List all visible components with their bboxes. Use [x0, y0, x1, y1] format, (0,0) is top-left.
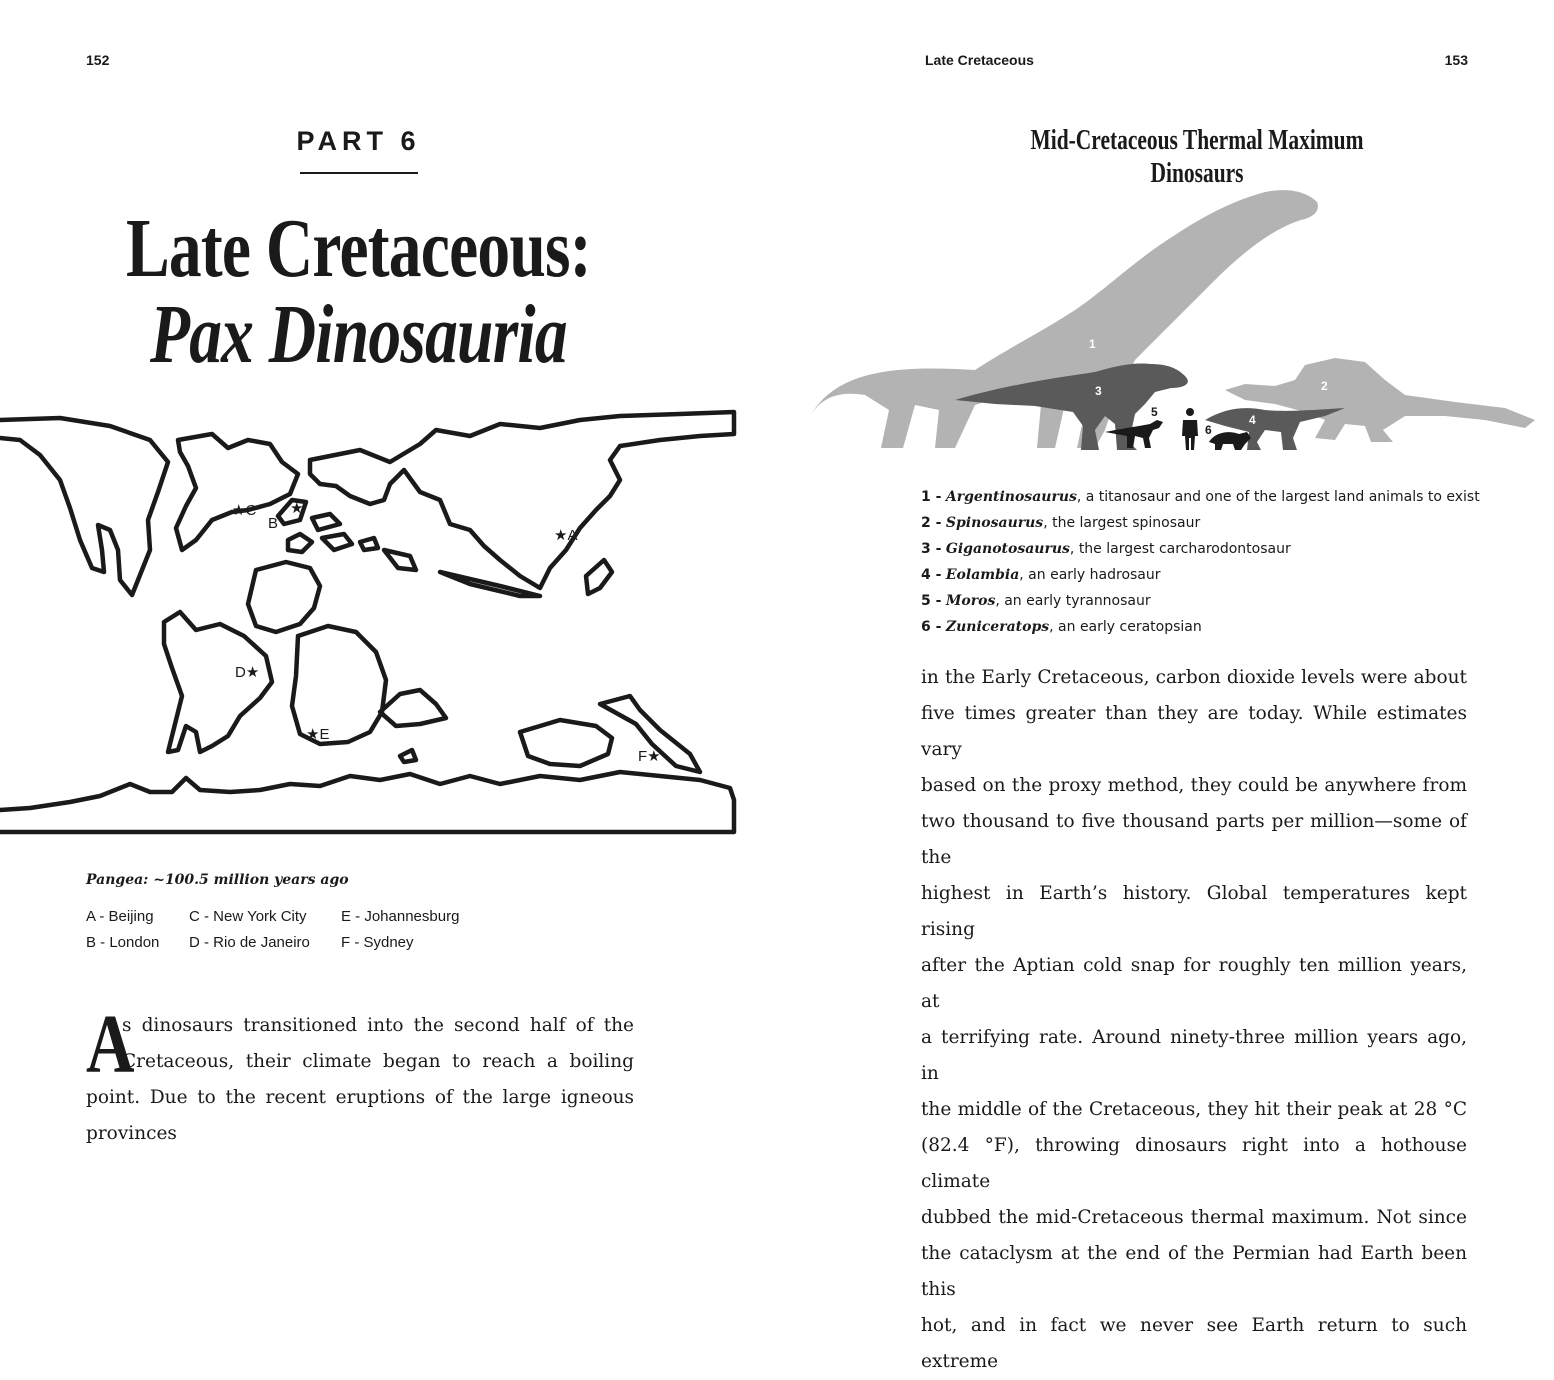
landmass-india — [380, 690, 446, 726]
landmass-antarctica — [0, 772, 734, 832]
figure-title: Mid-Cretaceous Thermal Maximum Dinosaurs — [1030, 124, 1364, 189]
body-line: highest in Earth’s history. Global temperatures kept rising — [921, 883, 1467, 940]
map-caption: Pangea: ~100.5 million years ago — [86, 872, 349, 888]
body-text-left — [86, 998, 634, 1152]
figure-number-6: 6 — [1205, 423, 1212, 437]
map-marker-d: D★ — [235, 664, 260, 681]
species-row: 6 - Zuniceratops, an early ceratopsian — [921, 619, 1202, 635]
species-row: 5 - Moros, an early tyrannosaur — [921, 593, 1151, 609]
drop-cap: A — [86, 998, 135, 1091]
landmass-australia — [520, 720, 612, 766]
species-row: 1 - Argentinosaurus, a titanosaur and one of the largest land animals to exist — [921, 489, 1480, 505]
body-line: a terrifying rate. Around ninety-three million years ago, in — [921, 1027, 1467, 1084]
landmass-europe-isle3 — [322, 534, 352, 550]
legend-item: F - Sydney — [341, 934, 414, 951]
legend-item: B - London — [86, 934, 160, 951]
legend-item: A - Beijing — [86, 908, 154, 925]
page-number-left: 152 — [86, 52, 110, 68]
chapter-title-line2: Pax Dinosauria — [149, 288, 567, 381]
moros-silhouette — [1105, 420, 1163, 448]
map-marker-b-star: ★ — [290, 500, 304, 517]
landmass-europe-isle1 — [312, 514, 340, 530]
chapter-title — [79, 202, 638, 381]
legend-item: C - New York City — [189, 908, 307, 925]
body-line: dubbed the mid-Cretaceous thermal maximum. Not since — [921, 1207, 1467, 1228]
landmass-europe-isle2 — [288, 534, 312, 552]
species-row: 3 - Giganotosaurus, the largest carcharodontosaur — [921, 541, 1291, 557]
legend-item: E - Johannesburg — [341, 908, 460, 925]
part-label: PART 6 — [296, 126, 421, 156]
right-page — [777, 0, 1554, 1372]
map-marker-e: ★E — [306, 726, 330, 743]
figure-number-3: 3 — [1095, 384, 1102, 398]
body-line: in the Early Cretaceous, carbon dioxide levels were about — [921, 667, 1467, 688]
part-divider — [300, 172, 418, 174]
running-head: Late Cretaceous — [925, 52, 1034, 68]
paleo-world-map — [0, 400, 740, 845]
figure-number-1: 1 — [1089, 337, 1096, 351]
map-marker-c: ★C — [232, 502, 257, 519]
figure-number-2: 2 — [1321, 379, 1328, 393]
landmass-west-america — [0, 418, 168, 595]
body-line: Cretaceous, their climate began to reach a boiling point. — [86, 1051, 634, 1108]
body-text-right — [921, 660, 1467, 1380]
page-number-right: 153 — [1444, 52, 1468, 68]
body-line: the middle of the Cretaceous, they hit their peak at 28 °C — [921, 1099, 1467, 1120]
landmass-europe-isle4 — [360, 538, 378, 550]
landmass-se-isle — [440, 572, 540, 596]
body-line: the cataclysm at the end of the Permian had Earth been this — [921, 1243, 1467, 1300]
landmass-eurasia — [310, 412, 734, 588]
body-line: (82.4 °F), throwing dinosaurs right into a hothouse climate — [921, 1135, 1467, 1192]
legend-item: D - Rio de Janeiro — [189, 934, 310, 951]
map-marker-b: B — [268, 515, 279, 532]
species-key — [921, 484, 1480, 640]
chapter-title-line1: Late Cretaceous: — [125, 202, 591, 295]
body-line: two thousand to five thousand parts per million—some of the — [921, 811, 1467, 868]
dinosaur-size-comparison — [805, 180, 1554, 460]
landmass-india-isle — [384, 550, 416, 570]
body-line: Due to the recent eruptions of the large igneous provinces — [86, 1087, 634, 1144]
species-row: 4 - Eolambia, an early hadrosaur — [921, 567, 1161, 583]
body-line: hot, and in fact we never see Earth return to such extreme — [921, 1315, 1467, 1372]
figure-number-4: 4 — [1249, 413, 1256, 427]
body-line: s dinosaurs transitioned into the second half of the — [122, 1015, 634, 1036]
left-page — [0, 0, 777, 1200]
map-marker-f: F★ — [638, 748, 661, 765]
landmass-africa — [248, 562, 320, 632]
map-marker-a: ★A — [554, 527, 578, 544]
body-line: based on the proxy method, they could be anywhere from — [921, 775, 1467, 796]
landmass-east-america — [176, 434, 298, 550]
landmass-south-america — [164, 612, 272, 752]
landmass-japan — [586, 560, 612, 594]
body-line: after the Aptian cold snap for roughly ten million years, at — [921, 955, 1467, 1012]
zuniceratops-silhouette — [1209, 432, 1251, 450]
species-row: 2 - Spinosaurus, the largest spinosaur — [921, 515, 1201, 531]
human-silhouette — [1182, 408, 1198, 450]
landmass-indian-isle — [400, 750, 416, 762]
body-line: five times greater than they are today. While estimates vary — [921, 703, 1467, 760]
figure-number-5: 5 — [1151, 405, 1158, 419]
